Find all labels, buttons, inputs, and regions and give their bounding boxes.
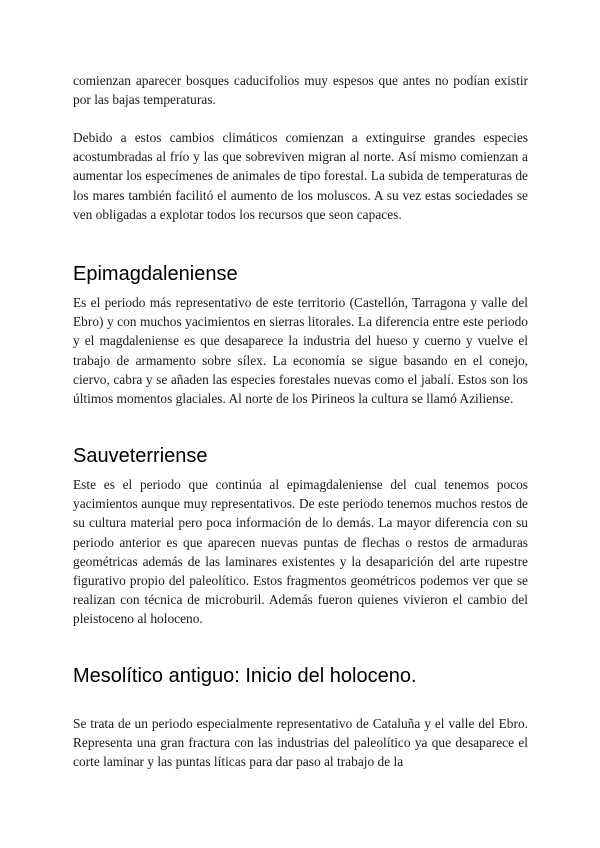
paragraph-mesolitico-antiguo: Se trata de un periodo especialmente representativo de Cataluña y el valle del Ebro. Representa una gran fractura con las industrias del paleolítico ya que desaparece el corte laminar y las puntas líticas para dar paso al trabajo de la xyxy=(73,716,528,770)
heading-mesolitico-antiguo: Mesolítico antiguo: Inicio del holoceno. xyxy=(73,665,417,687)
paragraph-cambios-climaticos: Debido a estos cambios climáticos comienzan a extinguirse grandes especies acostumbradas al frío y las que sobreviven migran al norte. Así mismo comienzan a aumentar los especímenes de animales de tipo forestal. La subida de temperaturas de los mares también facilitó el aumento de los moluscos. A su vez estas sociedades se ven obligadas a explotar todos los recursos que seon capaces. xyxy=(73,130,528,222)
paragraph-sauveterriense: Este es el periodo que continúa al epimagdaleniense del cual tenemos pocos yacimientos aunque muy representativos. De este periodo tenemos muchos restos de su cultura material pero poca información de lo demás. La mayor diferencia con su periodo anterior es que aparecen nuevas puntas de flechas o restos de armaduras geométricas además de las laminares existentes y la desaparición del arte rupestre figurativo propio del paleolítico. Estos fragmentos geométricos podemos ver que se realizan con técnica de microburil. Además fueron quienes vivieron el cambio del pleistoceno al holoceno. xyxy=(73,477,528,627)
heading-sauveterriense: Sauveterriense xyxy=(73,445,208,467)
heading-epimagdaleniense: Epimagdaleniense xyxy=(73,263,238,285)
paragraph-epimagdaleniense: Es el periodo más representativo de este territorio (Castellón, Tarragona y valle del Ebro) y con muchos yacimientos en sierras litorales. La diferencia entre este periodo y el magdaleniense es que desaparece la industria del hueso y cuerno y vuelve el trabajo de armamento sobre sílex. La economía se sigue basando en el conejo, ciervo, cabra y se añaden las especies forestales nuevas como el jabalí. Estos son los últimos momentos glaciales. Al norte de los Pirineos la cultura se llamó Aziliense. xyxy=(73,295,528,407)
paragraph-bosques-caducifolios: comienzan aparecer bosques caducifolios muy espesos que antes no podían existir por las bajas temperaturas. xyxy=(73,73,528,108)
